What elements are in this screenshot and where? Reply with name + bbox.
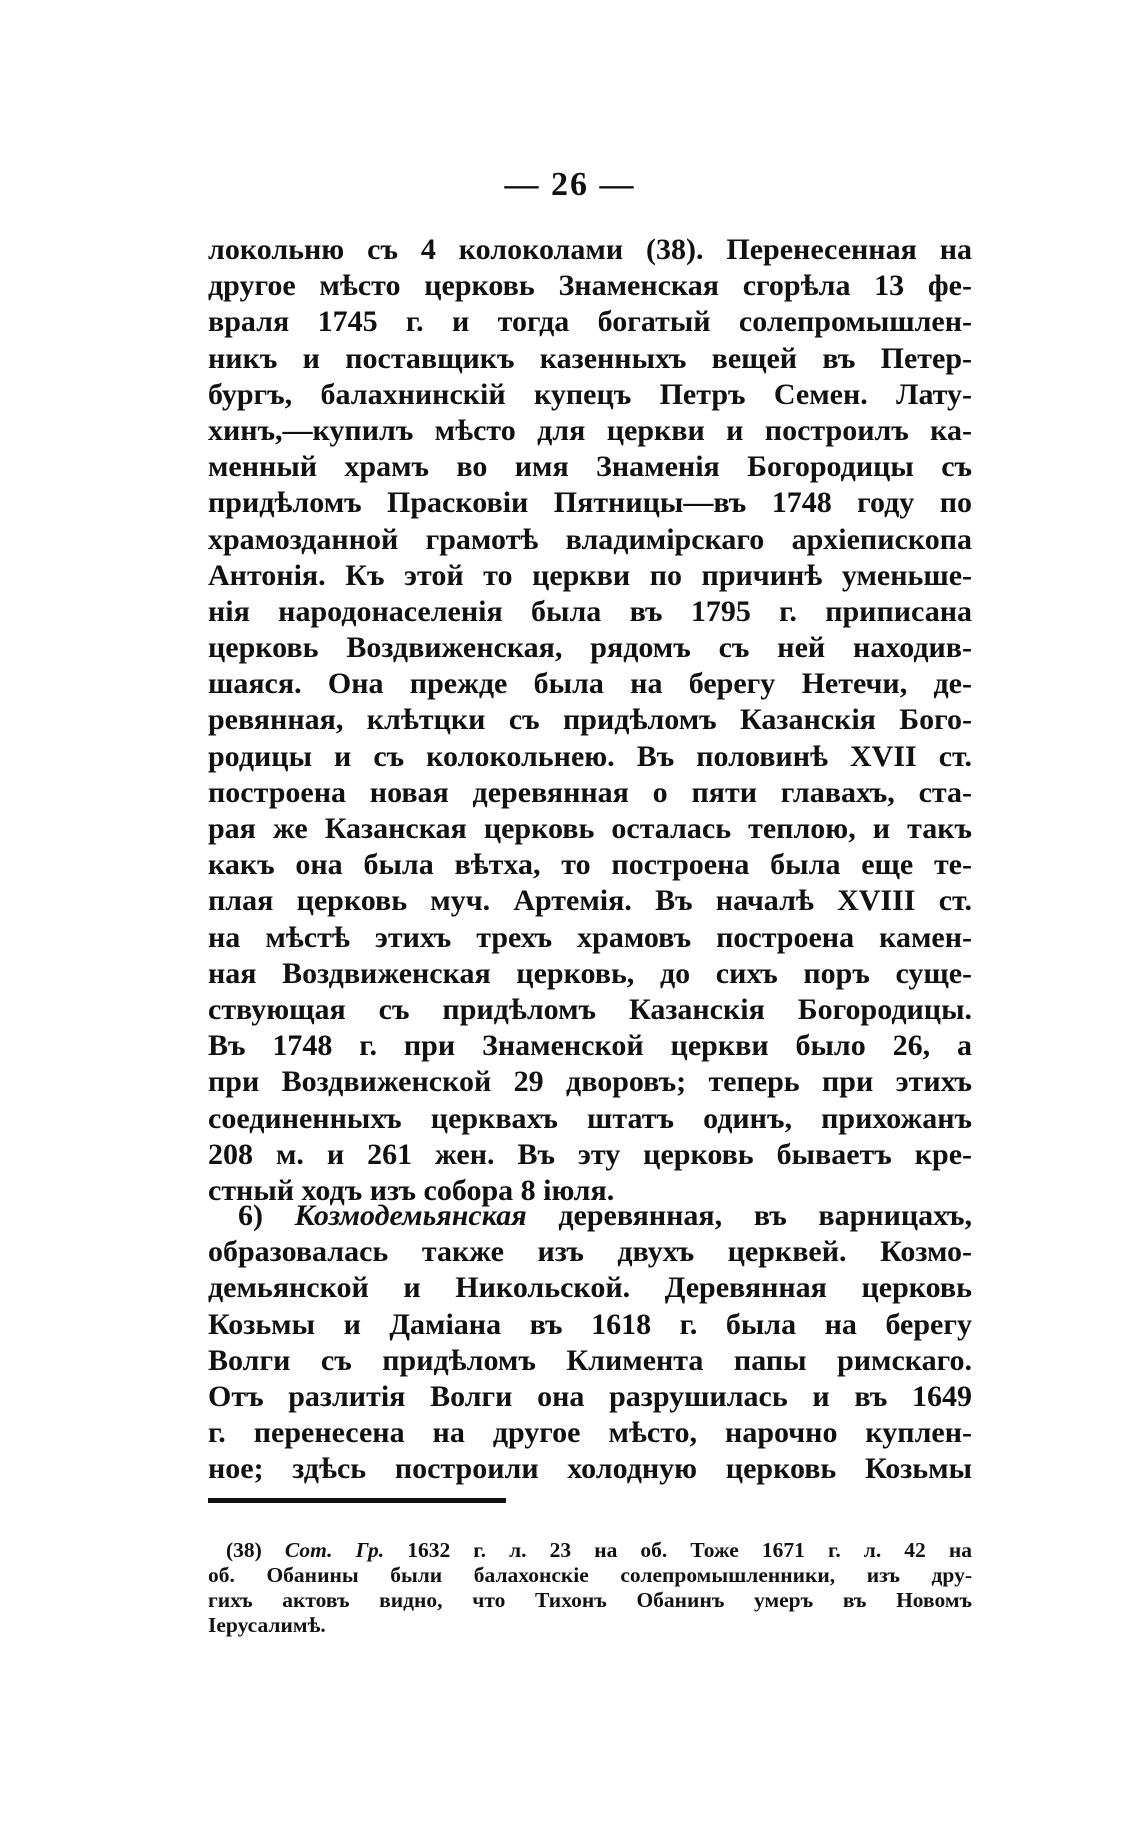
text-line: локольню съ 4 колоколами (38). Перенесенная на — [208, 233, 972, 266]
footnote-marker: (38) — [226, 1538, 262, 1562]
text-line: враля 1745 г. и тогда богатый солепромышлен- — [208, 305, 972, 339]
text-line: рая же Казанская церковь осталась теплою, и такъ — [208, 812, 972, 845]
text-line: родицы и съ колокольнею. Въ половинѣ XVII ст. — [208, 739, 972, 773]
text-line: другое мѣсто церковь Знаменская сгорѣла 13 фе- — [208, 269, 972, 303]
text-line: ное; здѣсь построили холодную церковь Козьмы — [208, 1452, 972, 1486]
text-line: Антонія. Къ этой то церкви по причинѣ уменьше- — [208, 558, 972, 592]
text-line: на мѣстѣ этихъ трехъ храмовъ построена камен- — [208, 920, 972, 954]
item-number: 6) — [238, 1199, 263, 1232]
footnote-separator — [208, 1498, 506, 1503]
text-line: г. перенесена на другое мѣсто, нарочно куплен- — [208, 1416, 972, 1450]
text-line: Волги съ придѣломъ Климента папы римскаго. — [208, 1343, 972, 1377]
text-line: никъ и поставщикъ казенныхъ вещей въ Петер- — [208, 341, 972, 375]
text-line: хинъ,—купилъ мѣсто для церкви и построилъ ка- — [208, 413, 972, 447]
text-line: при Воздвиженской 29 дворовъ; теперь при этихъ — [208, 1065, 972, 1099]
text-line: Козьмы и Даміана въ 1618 г. была на берегу — [208, 1307, 972, 1341]
text-line: образовалась также изъ двухъ церквей. Козмо- — [208, 1235, 972, 1269]
text-line: стный ходъ изъ собора 8 іюля. — [208, 1173, 615, 1207]
text-line: Отъ разлитія Волги она разрушилась и въ 1649 — [208, 1379, 972, 1413]
text-line: нія народонаселенія была въ 1795 г. приписана — [208, 594, 972, 628]
text-line: ная Воздвиженская церковь, до сихъ поръ суще- — [208, 956, 972, 990]
text-line: бургъ, балахнинскій купецъ Петръ Семен. Лату- — [208, 377, 972, 411]
text-line: Въ 1748 г. при Знаменской церкви было 26, а — [208, 1029, 972, 1063]
footnote-source: Сот. Гр. — [284, 1538, 385, 1562]
footnote — [208, 1538, 972, 1638]
paragraph-churches-znamenskaya — [208, 232, 972, 1209]
page-number: — 26 — — [504, 166, 636, 203]
footnote-line: об. Обанины были балахонскіе солепромышленники, изъ дру- — [208, 1563, 972, 1587]
footnote-line: Іерусалимѣ. — [208, 1613, 326, 1637]
footnote-line-rest: 1632 г. л. 23 на об. Тоже 1671 г. л. 42 на — [407, 1538, 973, 1562]
heading-line-rest: деревянная, въ варницахъ, — [558, 1199, 973, 1232]
text-line: ревянная, клѣтцки съ придѣломъ Казанскія Бого- — [208, 703, 972, 737]
text-line: построена новая деревянная о пяти главахъ, ста- — [208, 775, 972, 809]
text-line: соединенныхъ церквахъ штатъ одинъ, прихожанъ — [208, 1101, 972, 1135]
text-line: храмозданной грамотѣ владимірскаго архіепископа — [208, 522, 972, 556]
text-line: придѣломъ Прасковіи Пятницы—въ 1748 году по — [208, 486, 972, 520]
text-line: плая церковь муч. Артемія. Въ началѣ XVIII ст. — [208, 884, 972, 918]
text-line: демьянской и Никольской. Деревянная церковь — [208, 1271, 972, 1305]
paragraph-church-kozmodemyanskaya — [208, 1198, 972, 1488]
text-line: какъ она была вѣтха, то построена была еще те- — [208, 848, 972, 882]
text-line: ствующая съ придѣломъ Казанскія Богородицы. — [208, 992, 972, 1026]
footnote-line: гихъ актовъ видно, что Тихонъ Обанинъ умеръ въ Новомъ — [208, 1588, 972, 1612]
text-line: церковь Воздвиженская, рядомъ съ ней находив- — [208, 631, 972, 665]
paragraph-heading-line — [208, 1198, 972, 1234]
text-line: 208 м. и 261 жен. Въ эту церковь бываетъ кре- — [208, 1137, 972, 1171]
text-line: менный храмъ во имя Знаменія Богородицы съ — [208, 450, 972, 484]
text-line: шаяся. Она прежде была на берегу Нетечи, де- — [208, 667, 972, 701]
footnote-first-line — [208, 1538, 972, 1563]
church-name: Козмодемьянская — [294, 1199, 527, 1232]
